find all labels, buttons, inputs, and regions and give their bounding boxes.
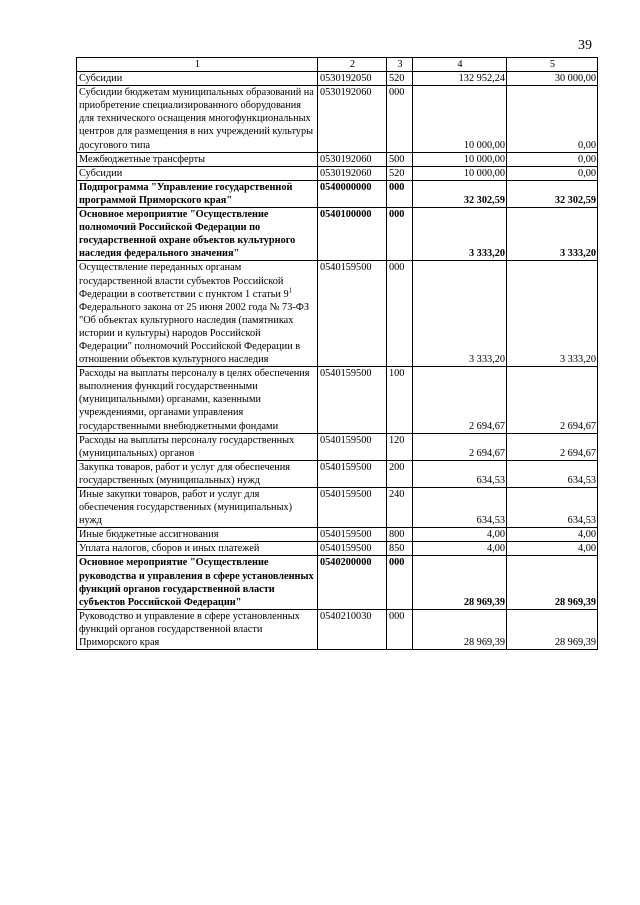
row-value-5: 2 694,67: [507, 367, 598, 433]
row-name: Иные закупки товаров, работ и услуг для обеспечения государственных (муниципальных) нужд: [77, 488, 318, 528]
row-name: Иные бюджетные ассигнования: [77, 528, 318, 542]
row-value-5: 32 302,59: [507, 180, 598, 207]
row-code: 0540159500: [318, 528, 387, 542]
row-name: Субсидии бюджетам муниципальных образований на приобретение специализированного оборудования для технического оснащения многофункциональных центров для размещения в них учреждений культуры досугового типа: [77, 86, 318, 152]
row-value-5: 3 333,20: [507, 261, 598, 367]
row-value-5: 4,00: [507, 528, 598, 542]
row-code: 0540159500: [318, 460, 387, 487]
table-row: [77, 433, 598, 460]
row-value-4: 28 969,39: [413, 556, 507, 609]
table-row: [77, 488, 598, 528]
row-value-5: 28 969,39: [507, 609, 598, 649]
row-value-4: 32 302,59: [413, 180, 507, 207]
row-code: 0540200000: [318, 556, 387, 609]
row-type: 100: [387, 367, 413, 433]
row-type: 240: [387, 488, 413, 528]
row-name-part: Осуществление переданных органам государственной власти субъектов Российской Федерации в соответствии с пунктом 1 статьи 9: [79, 262, 289, 300]
row-value-4: 3 333,20: [413, 261, 507, 367]
row-type: 500: [387, 152, 413, 166]
row-type: 120: [387, 433, 413, 460]
row-value-5: 4,00: [507, 542, 598, 556]
row-code: 0540100000: [318, 208, 387, 261]
row-type: 520: [387, 166, 413, 180]
row-name: Руководство и управление в сфере установленных функций органов государственной власти Приморского края: [77, 609, 318, 649]
row-code: 0530192060: [318, 152, 387, 166]
row-value-5: 0,00: [507, 166, 598, 180]
table-row: [77, 86, 598, 152]
row-name: [77, 261, 318, 367]
row-name-part: Федерального закона от 25 июня 2002 года № 73-ФЗ "Об объектах культурного наследия (памятниках истории и культуры) народов Российской Федерации" полномочий Российской Федерации в отношении объектов культурного наследия: [79, 301, 310, 366]
row-value-4: 2 694,67: [413, 433, 507, 460]
table-row: [77, 367, 598, 433]
row-value-4: 3 333,20: [413, 208, 507, 261]
row-value-4: 10 000,00: [413, 152, 507, 166]
row-code: 0530192060: [318, 166, 387, 180]
row-type: 000: [387, 609, 413, 649]
row-value-4: 132 952,24: [413, 72, 507, 86]
row-code: 0540000000: [318, 180, 387, 207]
table-row: [77, 166, 598, 180]
row-type: 800: [387, 528, 413, 542]
row-value-4: 2 694,67: [413, 367, 507, 433]
row-value-5: 3 333,20: [507, 208, 598, 261]
footnote-superscript: 1: [288, 286, 293, 295]
row-value-5: 0,00: [507, 86, 598, 152]
row-code: 0530192060: [318, 86, 387, 152]
row-name: Подпрограмма "Управление государственной программой Приморского края": [77, 180, 318, 207]
row-name: Расходы на выплаты персоналу в целях обеспечения выполнения функций государственными (муниципальными) органами, казенными учреждениями, органами управления государственными внебюджетными фондами: [77, 367, 318, 433]
header-cell-5: 5: [507, 58, 598, 72]
row-value-4: 634,53: [413, 460, 507, 487]
row-type: 000: [387, 86, 413, 152]
table-row: [77, 609, 598, 649]
table-row: [77, 180, 598, 207]
table-header-row: [77, 58, 598, 72]
table-row: [77, 542, 598, 556]
table-row: [77, 208, 598, 261]
row-name: Субсидии: [77, 72, 318, 86]
table-row: [77, 152, 598, 166]
row-type: 000: [387, 208, 413, 261]
row-value-4: 4,00: [413, 542, 507, 556]
page-number: 39: [578, 38, 592, 53]
row-code: 0540159500: [318, 542, 387, 556]
header-cell-2: 2: [318, 58, 387, 72]
row-value-4: 634,53: [413, 488, 507, 528]
table-row: [77, 556, 598, 609]
table-row: [77, 528, 598, 542]
row-value-4: 28 969,39: [413, 609, 507, 649]
header-cell-4: 4: [413, 58, 507, 72]
row-type: 000: [387, 261, 413, 367]
row-code: 0540159500: [318, 488, 387, 528]
row-name: Расходы на выплаты персоналу государственных (муниципальных) органов: [77, 433, 318, 460]
row-value-5: 634,53: [507, 488, 598, 528]
row-name: Уплата налогов, сборов и иных платежей: [77, 542, 318, 556]
row-name: Основное мероприятие "Осуществление руководства и управления в сфере установленных функций органов государственной власти субъектов Российской Федерации": [77, 556, 318, 609]
row-value-4: 10 000,00: [413, 86, 507, 152]
row-value-5: 0,00: [507, 152, 598, 166]
table-row: [77, 460, 598, 487]
row-code: 0540159500: [318, 433, 387, 460]
row-code: 0540210030: [318, 609, 387, 649]
row-value-5: 28 969,39: [507, 556, 598, 609]
row-type: 000: [387, 180, 413, 207]
row-name: Субсидии: [77, 166, 318, 180]
row-value-5: 30 000,00: [507, 72, 598, 86]
row-value-5: 2 694,67: [507, 433, 598, 460]
row-code: 0540159500: [318, 261, 387, 367]
row-code: 0540159500: [318, 367, 387, 433]
row-value-5: 634,53: [507, 460, 598, 487]
row-value-4: 4,00: [413, 528, 507, 542]
table-row: [77, 72, 598, 86]
header-cell-1: 1: [77, 58, 318, 72]
row-name: Закупка товаров, работ и услуг для обеспечения государственных (муниципальных) нужд: [77, 460, 318, 487]
row-name: Основное мероприятие "Осуществление полномочий Российской Федерации по государственной охране объектов культурного наследия федерального значения": [77, 208, 318, 261]
table-row: [77, 261, 598, 367]
row-type: 000: [387, 556, 413, 609]
header-cell-3: 3: [387, 58, 413, 72]
row-type: 200: [387, 460, 413, 487]
budget-table: [76, 57, 598, 650]
row-type: 520: [387, 72, 413, 86]
row-value-4: 10 000,00: [413, 166, 507, 180]
row-name: Межбюджетные трансферты: [77, 152, 318, 166]
row-code: 0530192050: [318, 72, 387, 86]
row-type: 850: [387, 542, 413, 556]
